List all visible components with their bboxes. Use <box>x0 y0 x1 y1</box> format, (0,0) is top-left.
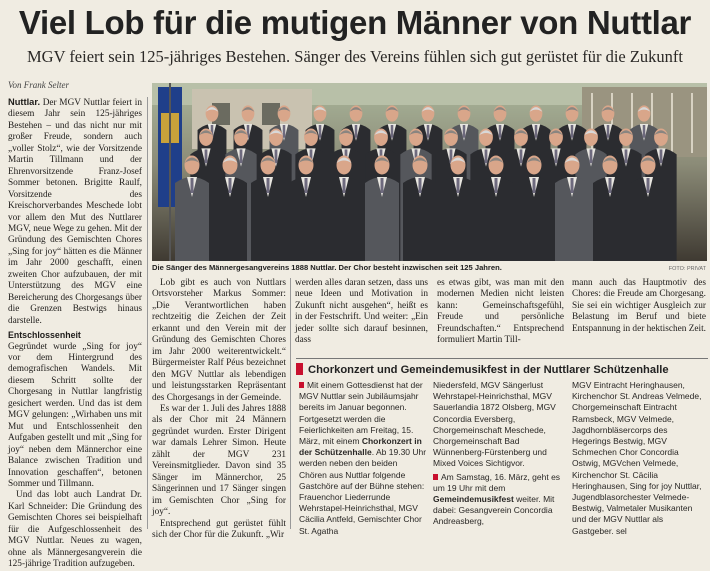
info-box-column-2: Niedersfeld, MGV Sängerlust Wehrstapel-Heinrichsthal, MGV Sauerlandia 1872 Olsberg, MGV Concordia Eversberg, Chorgemeinschaft Meschede, Chorgemeinschaft Bad Wünnenberg-Fürstenberg und Mixed Voices Sichtigvor. Am Samstag, 16. März, geht es um 19 Uhr mit dem Gemeindemusikfest weiter. Mit dabei: Gesangverein Concordia Andreasberg, <box>433 380 561 527</box>
byline: Von Frank Selter <box>8 80 69 90</box>
article-column-3 <box>295 278 428 347</box>
headline: Viel Lob für die mutigen Männer von Nuttlar <box>18 4 692 41</box>
photo-credit: FOTO: PRIVAT <box>668 266 706 272</box>
paragraph: Gegründet wurde „Sing for joy“ vor dem Hintergrund des demografischen Wandels. Mit diesem Schritt sollte der Chorgesang in Nuttlar langfristig gesichert werden. Und das ist dem MGV gelungen: „Wirhaben uns mit Mut und Entschlossenheit den Aufgaben gestellt und mit „Sing for joy“ neben dem Männerchor eine Balance zwischen Tradition und Innovation geschaffen“, betonen Sommer und Tillmann. <box>8 341 142 489</box>
paragraph: Es war der 1. Juli des Jahres 1888 als der Chor mit 24 Männern gegründet wurden. Erster Dirigent war damals Lehrer Simon. Heute zählt der MGV 231 Vereinsmitglieder. Davon sind 35 Sänger im Männerchor, 25 Sängerinnen und 17 Sänger singen im Gemischten Chor „Sing for joy“. <box>152 403 286 518</box>
paragraph: es etwas gibt, was man mit den modernen Medien nicht leisten kann: Gemeinschaftsgefühl, Freude und persönliche Freundschaften.“ Entsprechend formuliert Martin Till- <box>437 278 564 346</box>
dateline: Nuttlar. <box>8 97 41 107</box>
section-heading: Entschlossenheit <box>8 330 81 341</box>
article-column-2 <box>152 278 286 541</box>
choir-photo-image <box>152 83 707 261</box>
event-highlight: Chorkonzert in der Schützenhalle <box>299 436 422 458</box>
paragraph: werden alles daran setzen, dass uns neue Ideen und Motivation in Zukunft nicht ausgehen“, heißt es in der Festschrift. Und weiter: „Ein jeder sollte sich darauf besinnen, dass <box>295 278 428 346</box>
box-top-rule <box>296 358 708 359</box>
event-highlight: Gemeindemusikfest <box>433 494 514 505</box>
lead-paragraph: Der MGV Nuttlar feiert in diesem Jahr sein 125-jähriges Bestehen – und das nicht nur mit großer Freude, sondern auch „voller Stolz“, wie der Vorsitzende Martin Tillmann und der Ehrenvorsitzende Franz-Josef Sommer betonen. Brigitte Raulf, Vorsitzende des Kreischorverbandes Meschede lobt vor allem den Mut des Nuttlarer MGV, neue Wege zu gehen. Mit der Gründung des Gemischten Chores „Sing for joy“ hätten es die Männer im Jahr 2000 geschafft, einen zweiten Chor aufzubauen, der mit Unterstützung des MGV eine Bereicherung des Chorgesangs über die Grenzen Bestwigs hinaus darstelle. <box>8 98 142 326</box>
article-column-4 <box>437 278 564 347</box>
red-marker-icon <box>296 363 303 375</box>
bullet-icon <box>433 474 438 480</box>
article-column-5 <box>572 278 706 335</box>
info-box-column-3: MGV Eintracht Heringhausen, Kirchenchor St. Andreas Velmede, Chorgemeinschaft Eintracht Ramsbeck, MGV Velmede, Jagdhornbläsercorps des Hegerings Bestwig, MGV Schmechen Chor Concordia Ostwig, MGVchen Velmede, Kirchenchor St. Cäcilia Heringhausen, Sing for joy Nuttlar, Jugendblasorchester Velmede-Bestwig, Valmetaler Musikanten und der MGV Nuttlar als Gastgeber. sel <box>572 380 702 536</box>
paragraph: Lob gibt es auch von Nuttlars Ortsvorsteher Markus Sommer: „Die Verantwortlichen haben rechtzeitig die Zeichen der Zeit erkannt und den Verein mit der Gründung des Gemischten Chores im Jahr 2000 weiterentwickelt.“ Bürgermeister Ralf Péus bezeichnet den MGV Nuttlar als lebendigen und leistungsstarken Repräsentant des Chorgesangs in der Gemeinde. <box>152 278 286 403</box>
info-box-heading: Chorkonzert und Gemeindemusikfest in der Nuttlarer Schützenhalle <box>296 363 708 376</box>
bullet-icon <box>299 382 304 388</box>
group-photo <box>152 83 707 261</box>
article-column-1 <box>8 97 142 571</box>
photo-caption: Die Sänger des Männergesangvereins 1888 Nuttlar. Der Chor besteht inzwischen seit 125 Jahren. <box>152 263 502 272</box>
column-divider <box>290 278 291 529</box>
paragraph: mann auch das Hauptmotiv des Chores: die Freude am Chorgesang. Sie sei ein wichtiger Ausgleich zur Belastung im Beruf und biete Entspannung in der hektischen Zeit. <box>572 278 706 334</box>
choir-singers <box>175 105 677 261</box>
column-divider <box>147 97 148 529</box>
subheadline: MGV feiert sein 125-jähriges Bestehen. Sänger des Vereins fühlen sich gut gerüstet für die Zukunft <box>26 47 684 66</box>
info-box-column-1: Mit einem Gottesdienst hat der MGV Nuttlar sein Jubiläumsjahr bereits im Januar begonnen. Fortgesetzt werden die Feierlichkeiten am Freitag, 15. März, mit einem Chorkonzert in der Schützenhalle. Ab 19.30 Uhr werden neben den beiden Chören aus Nuttlar folgende Gastchöre auf der Bühne stehen: Frauenchor Liederrunde Wehrstapel-Heinrichsthal, MGV Cäcilia Antfeld, Gemischter Chor St. Agatha <box>299 380 427 536</box>
paragraph: Und das lobt auch Landrat Dr. Karl Schneider: Die Gründung des Gemischten Chores sei beispielhaft für die Aufgeschlossenheit des MGV Nuttlar. Neues zu wagen, ohne als Männergesangverein die 125-jährige Tradition aufzugeben. <box>8 490 142 570</box>
paragraph: Entsprechend gut gerüstet fühlt sich der Chor für die Zukunft. „Wir <box>152 518 286 540</box>
